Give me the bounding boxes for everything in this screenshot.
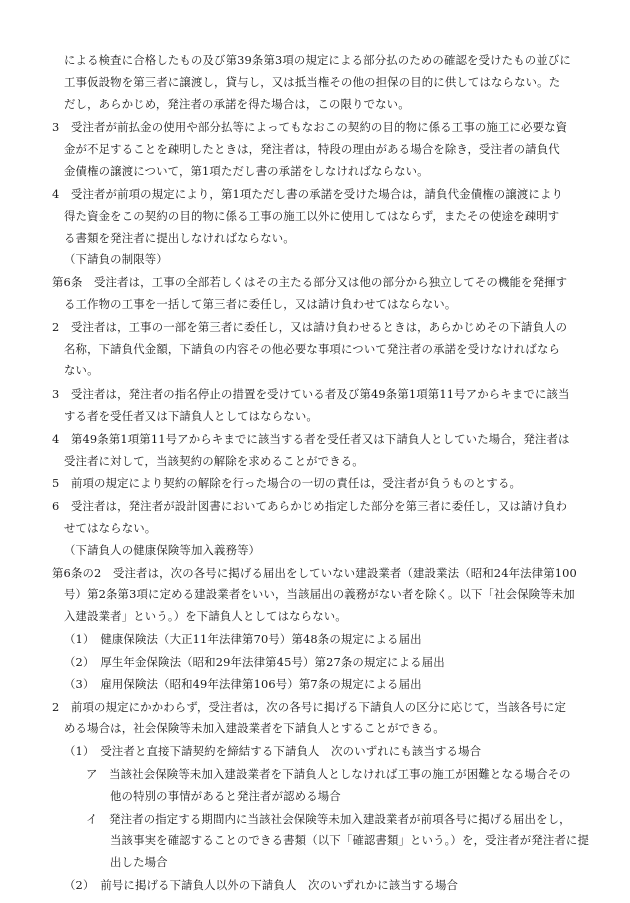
text-line: 受注者に対して，当該契約の解除を求めることができる。 (64, 453, 364, 468)
list-item: （2） 厚生年金保険法（昭和29年法律第45号）第27条の規定による届出 (64, 654, 445, 669)
text-line: 3 受注者は，発注者の指名停止の措置を受けている者及び第49条第1項第11号アからキまでに該当 (52, 387, 570, 402)
text-line: 2 受注者は，工事の一部を第三者に委任し，又は請け負わせるときは，あらかじめその下請負人の (52, 319, 568, 334)
text-line: 4 第49条第1項第11号アからキまでに該当する者を受任者又は下請負人としていた場合，発注者は (52, 431, 570, 446)
text-line: 工事仮設物を第三者に譲渡し，貸与し，又は抵当権その他の担保の目的に供してはならない。た (64, 74, 561, 89)
text-line: 得た資金をこの契約の目的物に係る工事の施工以外に使用してはならず，またその使途を疎明す (64, 208, 560, 223)
article-line: 第6条の2 受注者は，次の各号に掲げる届出をしていない建設業者（建設業法（昭和24年法律第100 (52, 565, 577, 580)
sub-item: ア 当該社会保険等未加入建設業者を下請負人としなければ工事の施工が困難となる場合その (86, 766, 571, 781)
section-heading: （下請負の制限等） (64, 252, 168, 267)
text-line: 出した場合 (110, 855, 168, 870)
text-line: 4 受注者が前項の規定により，第1項ただし書の承諾を受けた場合は，請負代金債権の譲渡により (52, 186, 564, 201)
text-line: る工作物の工事を一括して第三者に委任し，又は請け負わせてはならない。 (64, 296, 457, 311)
text-line: 金が不足することを疎明したときは，発注者は，特段の理由がある場合を除き，受注者の請負代 (64, 142, 560, 157)
text-line: による検査に合格したもの及び第39条第3項の規定による部分払のための確認を受けたもの並びに (64, 53, 571, 67)
text-line: する者を受任者又は下請負人としてはならない。 (64, 409, 318, 423)
text-line: ない。 (64, 363, 99, 378)
text-line: 入建設業者」という。）を下請負人としてはならない。 (64, 609, 347, 624)
text-line: る書類を発注者に提出しなければならない。 (64, 230, 295, 245)
text-line: める場合は，社会保険等未加入建設業者を下請負人とすることができる。 (64, 721, 445, 736)
list-item: （1） 健康保険法（大正11年法律第70号）第48条の規定による届出 (64, 632, 422, 647)
text-line: だし，あらかじめ，発注者の承諾を得た場合は，この限りでない。 (64, 96, 410, 111)
text-line: せてはならない。 (64, 521, 157, 536)
text-line: 3 受注者が前払金の使用や部分払等によってもなおこの契約の目的物に係る工事の施工に必要な資 (52, 120, 568, 135)
text-line: 号）第2条第3項に定める建設業者をいい，当該届出の義務がない者を除く。以下「社会保険等未加 (64, 587, 575, 602)
text-line: 他の特別の事情があると発注者が認める場合 (110, 788, 341, 803)
text-line: 2 前項の規定にかかわらず，受注者は，次の各号に掲げる下請負人の区分に応じて，当該各号に定 (52, 699, 567, 714)
list-item: （3） 雇用保険法（昭和49年法律第106号）第7条の規定による届出 (64, 676, 422, 691)
section-heading: （下請負人の健康保険等加入義務等） (64, 542, 261, 557)
text-line: 当該事実を確認することのできる書類（以下「確認書類」という。）を，受注者が発注者に提 (110, 833, 590, 848)
text-line: 金債権の譲渡について，第1項ただし書の承諾をしなければならない。 (64, 164, 429, 179)
text-line: 名称，下請負代金額，下請負の内容その他必要な事項について発注者の承諾を受けなければなら (64, 341, 561, 356)
text-line: 6 受注者は，発注者が設計図書においてあらかじめ指定した部分を第三者に委任し，又は請け負わ (52, 499, 568, 514)
list-item: （1） 受注者と直接下請契約を締結する下請負人 次のいずれにも該当する場合 (64, 744, 482, 759)
list-item: （2） 前号に掲げる下請負人以外の下請負人 次のいずれかに該当する場合 (64, 878, 459, 892)
article-line: 第6条 受注者は，工事の全部若しくはその主たる部分又は他の部分から独立してその機能を発揮す (52, 275, 568, 290)
text-line: 5 前項の規定により契約の解除を行った場合の一切の責任は，受注者が負うものとする。 (52, 476, 522, 491)
sub-item: イ 発注者の指定する期間内に当該社会保険等未加入建設業者が前項各号に掲げる届出をし， (86, 811, 571, 826)
